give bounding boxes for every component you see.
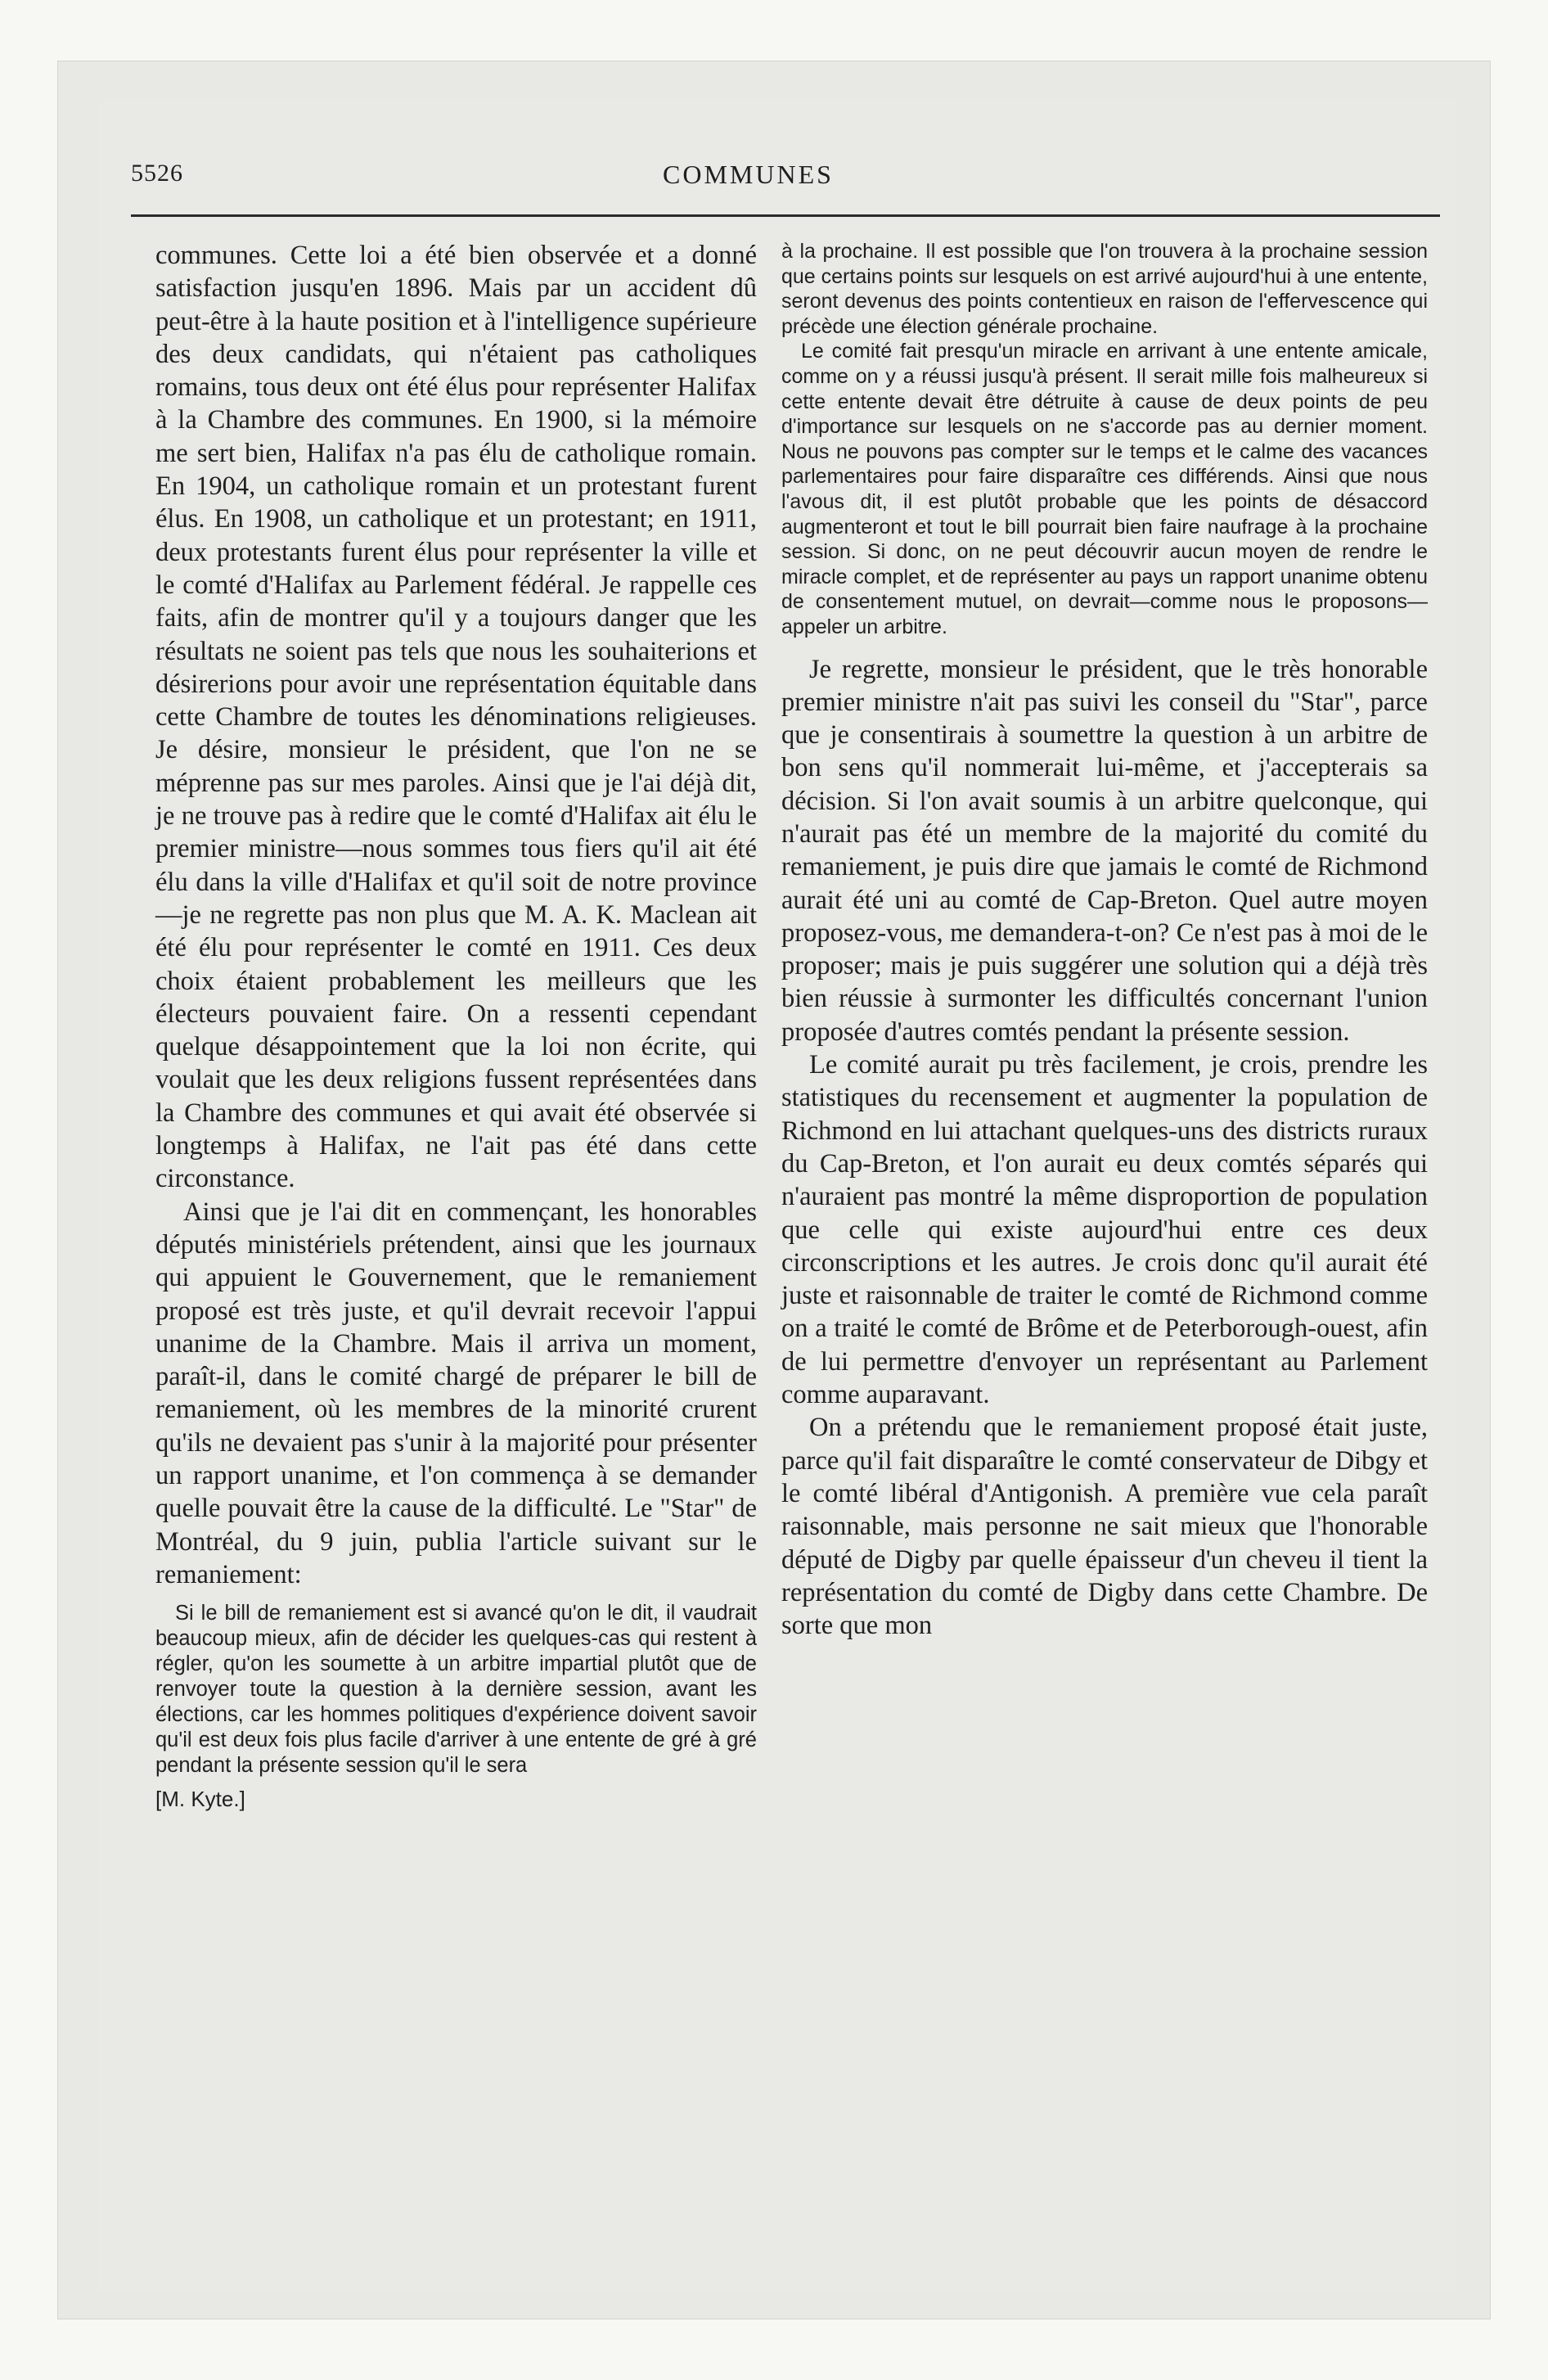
paragraph-2: Ainsi que je l'ai dit en commençant, les honorables députés ministériels prétendent, ainsi que les journaux qui appuient le Gouvernement, que le remaniement proposé est très juste, et qu'il devrait recevoir l'appui unanime de la Chambre. Mais il arriva un moment, paraît-il, dans le comité chargé de préparer le bill de remaniement, où les membres de la minorité crurent qu'ils ne devaient pas s'unir à la majorité pour présenter un rapport unanime, et l'on commença à se demander quelle pouvait être la cause de la difficulté. Le "Star" de Montréal, du 9 juin, publia l'article suivant sur le remaniement: [155,1197,757,1589]
paragraph-5: On a prétendu que le remaniement proposé était juste, parce qu'il fait disparaître le comté conservateur de Dibgy et le comté libéral d'Antigonish. A première vue cela paraît raisonnable, mais personne ne sait mieux que l'honorable député de Digby par quelle épaisseur d'un cheveu il tient la représentation du comté de Digby dans cette Chambre. De sorte que mon [781,1413,1428,1641]
quoted-article-continued [781,239,1428,640]
right-column [781,239,1428,1642]
quote-paragraph-1: Si le bill de remaniement est si avancé qu'on le dit, il vaudrait beaucoup mieux, afin de décider les quelques-cas qui restent à régler, qu'on les soumette à un arbitre impartial plutôt que de renvoyer toute la question à la dernière session, avant les élections, car les hommes politiques d'expérience doivent savoir qu'il est deux fois plus facile d'arriver à une entente de gré à gré pendant la présente session qu'il le sera [155,1602,757,1778]
quote-paragraph-2: à la prochaine. Il est possible que l'on trouvera à la prochaine session que certains points sur lesquels on est arrivé aujourd'hui à une entente, seront devenus des points contentieux en raison de l'effervescence qui précède une élection générale prochaine. [781,240,1428,338]
quoted-article [155,1601,757,1778]
speaker-attribution: [M. Kyte.] [155,1787,245,1812]
left-column [155,239,757,1812]
page-number: 5526 [131,160,183,187]
paragraph-1: communes. Cette loi a été bien observée et a donné satisfaction jusqu'en 1896. Mais par un accident dû peut-être à la haute position et à l'intelligence supérieure des deux candidats, qui n'étaient pas catholiques romains, tous deux ont été élus pour représenter Halifax à la Chambre des communes. En 1900, si la mémoire me sert bien, Halifax n'a pas élu de catholique romain. En 1904, un catholique romain et un protestant furent élus. En 1908, un catholique et un protestant; en 1911, deux protestants furent élus pour représenter la ville et le comté d'Halifax au Parlement fédéral. Je rappelle ces faits, afin de montrer qu'il y a toujours danger que les résultats ne soient pas tels que nous les souhaiterions et désirerions pour avoir une représentation équitable dans cette Chambre de toutes les dénominations religieuses. Je désire, monsieur le président, que l'on ne se méprenne pas sur mes paroles. Ainsi que je l'ai déjà dit, je ne trouve pas à redire que le comté d'Halifax ait élu le premier ministre—nous sommes tous fiers qu'il ait été élu dans la ville d'Halifax et qu'il soit de notre province—je ne regrette pas non plus que M. A. K. Maclean ait été élu pour représenter le comté en 1911. Ces deux choix étaient probablement les meilleurs que les électeurs pouvaient faire. On a ressenti cependant quelque désappointement que la loi non écrite, qui voulait que les deux religions fussent représentées dans la Chambre des communes et qui avait été observée si longtemps à Halifax, ne l'ait pas été dans cette circonstance. [155,241,757,1194]
header-rule [131,214,1440,217]
paragraph-3: Je regrette, monsieur le président, que le très honorable premier ministre n'ait pas suivi les conseil du "Star", parce que je consentirais à soumettre la question à un arbitre de bon sens qu'il nommerait lui-même, et j'accepterais sa décision. Si l'on avait soumis à un arbitre quelconque, qui n'aurait pas été un membre de la majorité du comité du remaniement, je puis dire que jamais le comté de Richmond aurait été uni au comté de Cap-Breton. Quel autre moyen proposez-vous, me demandera-t-on? Ce n'est pas à moi de le proposer; mais je puis suggérer une solution qui a déjà très bien réussie à surmonter les difficultés concernant l'union proposée d'autres comtés pendant la présente session. [781,654,1428,1047]
quote-paragraph-3: Le comité fait presqu'un miracle en arrivant à une entente amicale, comme on y a réussi jusqu'à présent. Il serait mille fois malheureux si cette entente devait être détruite à cause de deux points de peu d'importance sur lesquels on ne s'accorde pas au dernier moment. Nous ne pouvons pas compter sur le temps et le calme des vacances parlementaires pour faire disparaître ces différends. Ainsi que nous l'avous dit, il est plutôt probable que les points de désaccord augmenteront et tout le bill pourrait bien faire naufrage à la prochaine session. Si donc, on ne peut découvrir aucun moyen de rendre le miracle complet, et de représenter au pays un rapport unanime obtenu de consentement mutuel, on devrait—comme nous le proposons—appeler un arbitre. [781,340,1428,638]
running-head: COMMUNES [663,160,834,189]
page-header [131,160,1440,209]
paragraph-4: Le comité aurait pu très facilement, je crois, prendre les statistiques du recensement et augmenter la population de Richmond en lui attachant quelques-uns des districts ruraux du Cap-Breton, et l'on aurait eu deux comtés séparés qui n'auraient pas montré la même disproportion de population que celle qui existe aujourd'hui entre ces deux circonscriptions et les autres. Je crois donc qu'il aurait été juste et raisonnable de traiter le comté de Richmond comme on a traité le comté de Brôme et de Peterborough-ouest, afin de lui permettre d'envoyer un représentant au Parlement comme auparavant. [781,1050,1428,1410]
